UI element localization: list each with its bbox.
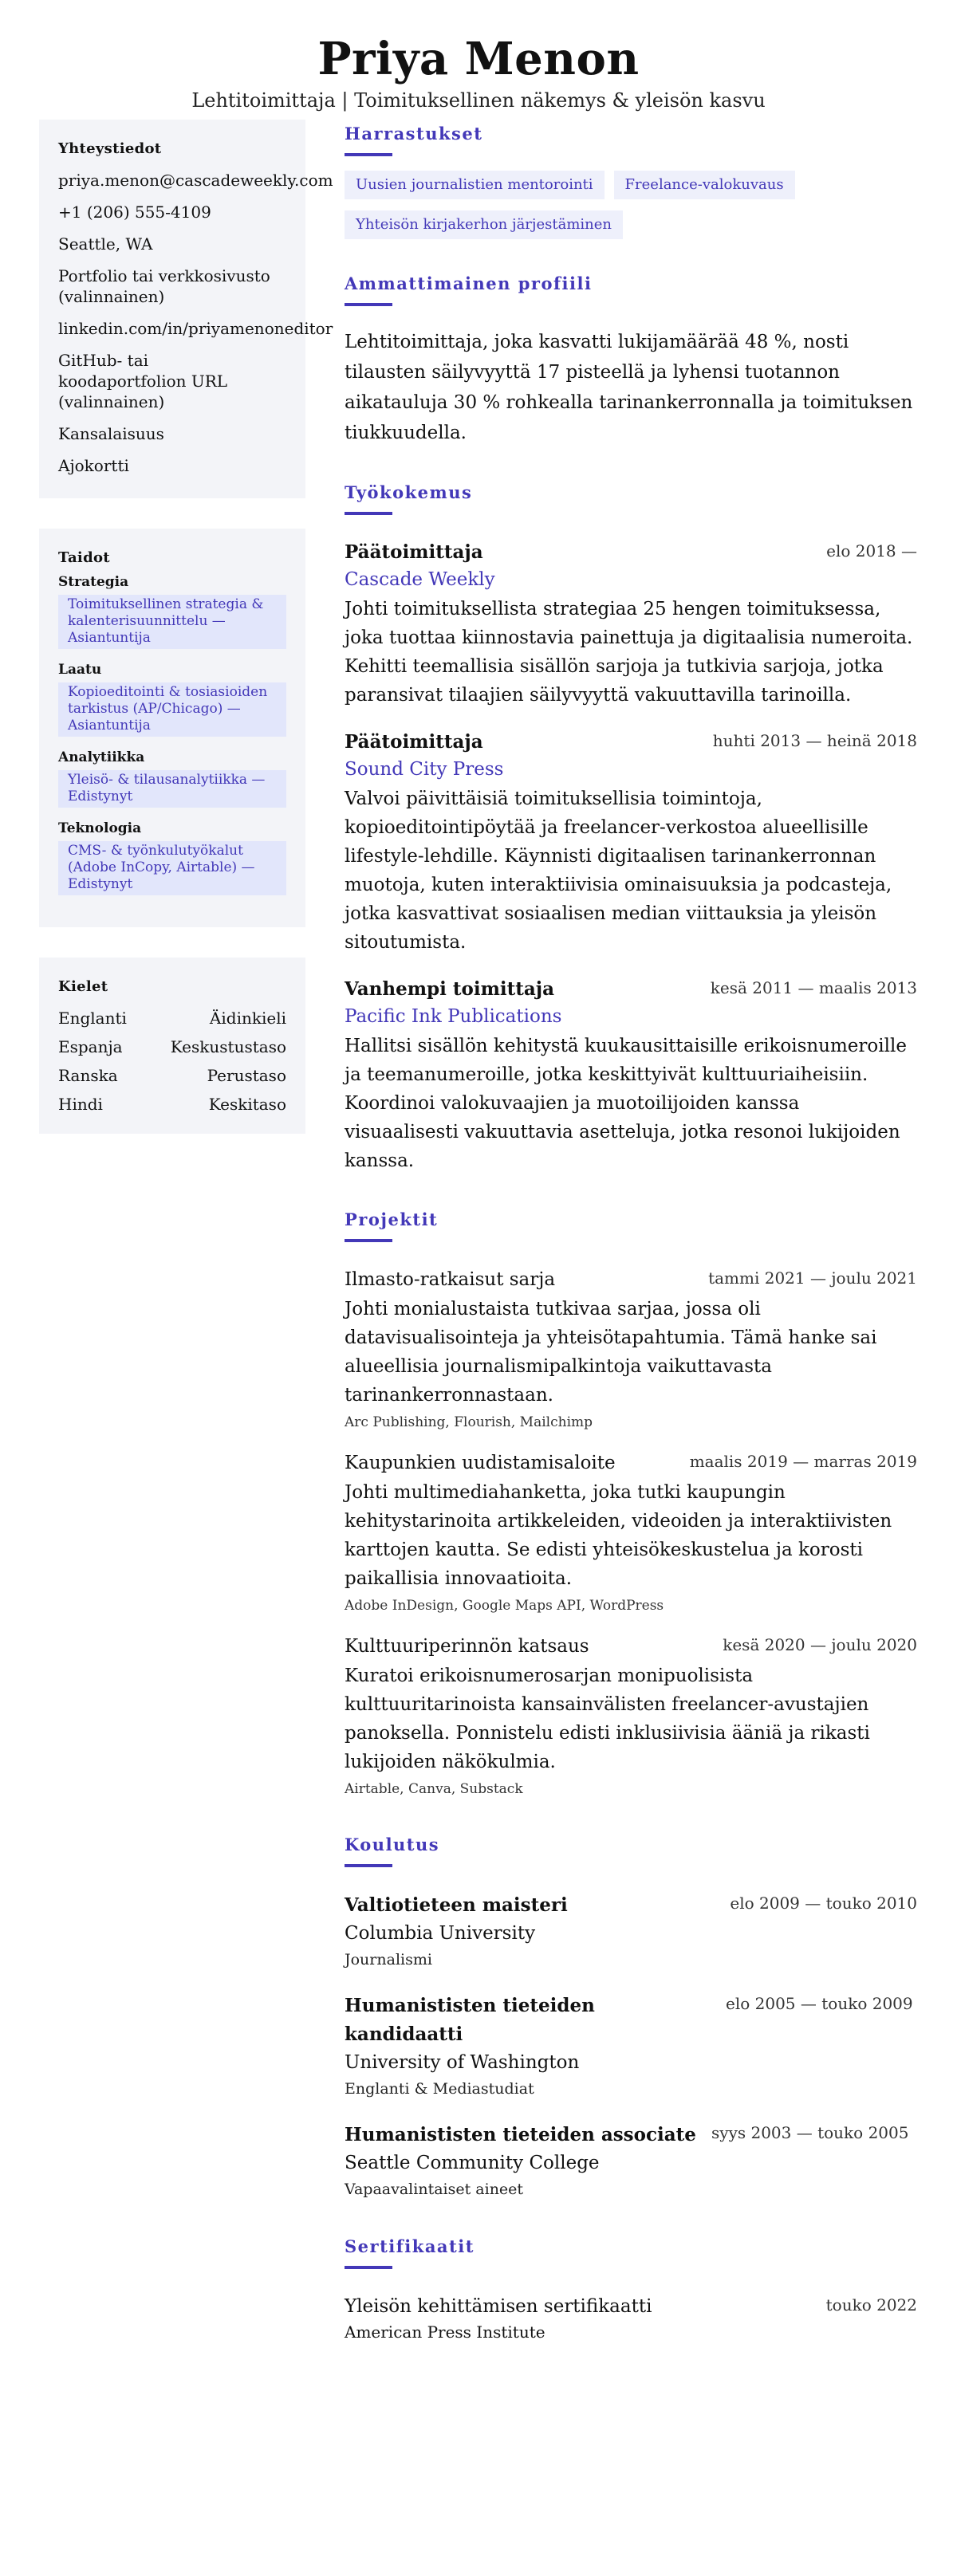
education-field: Englanti & Mediastudiat xyxy=(345,2080,534,2098)
certification-issuer: American Press Institute xyxy=(345,2322,545,2342)
skill-chip: Yleisö- & tilausanalytiikka — Edistynyt xyxy=(58,770,286,808)
hobby-chip: Freelance-valokuvaus xyxy=(614,171,795,199)
education-dates: syys 2003 — touko 2005 xyxy=(711,2123,909,2142)
job-dates: huhti 2013 — heinä 2018 xyxy=(712,731,917,750)
candidate-tagline: Lehtitoimittaja | Toimituksellinen näkemys & yleisön kasvu xyxy=(191,89,766,112)
project-entry xyxy=(345,1633,917,1800)
education-title: Koulutus xyxy=(345,1835,440,1854)
contact-location: Seattle, WA xyxy=(58,234,153,254)
profile-title: Ammattimainen profiili xyxy=(345,273,593,293)
job-company: Pacific Ink Publications xyxy=(345,1006,562,1027)
experience-title: Työkokemus xyxy=(345,482,473,502)
project-description: Johti multimediahanketta, joka tutki kaupungin kehitystarinoita artikkeleiden, videoiden ja interaktiivisten karttojen kautta. Se edisti yhteisökeskustelua ja korosti paikallisia innovaatioita. xyxy=(345,1482,892,1589)
project-entry xyxy=(345,1266,917,1434)
certifications-title: Sertifikaatit xyxy=(345,2236,475,2256)
hobbies-section xyxy=(345,120,917,239)
job-title: Vanhempi toimittaja xyxy=(345,978,555,1000)
education-school: Columbia University xyxy=(345,1923,536,1944)
job-entry xyxy=(345,976,917,1175)
skill-chip: Toimituksellinen strategia & kalenterisuunnittelu — Asiantuntija xyxy=(58,595,286,649)
job-title: Päätoimittaja xyxy=(345,541,483,563)
project-entry xyxy=(345,1449,917,1617)
section-divider xyxy=(345,1864,392,1867)
project-description: Kuratoi erikoisnumerosarjan monipuolisista kulttuuritarinoista kansainvälisten freelancer-avustajien panoksella. Ponnistelu edisti inklusiivisia ääniä ja rikasti lukijoiden näkökulmia. xyxy=(345,1666,870,1772)
education-degree: Humanististen tieteiden kandidaatti xyxy=(345,1995,595,2045)
education-school: University of Washington xyxy=(345,2052,580,2073)
language-name: Espanja xyxy=(58,1037,123,1056)
languages-title: Kielet xyxy=(58,978,108,995)
projects-title: Projektit xyxy=(345,1209,439,1229)
project-dates: maalis 2019 — marras 2019 xyxy=(689,1452,917,1471)
certification-entry xyxy=(345,2293,917,2344)
education-field: Journalismi xyxy=(345,1951,432,1968)
project-tech: Arc Publishing, Flourish, Mailchimp xyxy=(345,1414,593,1430)
skill-group-analytics: Analytiikka xyxy=(58,749,145,765)
contact-linkedin[interactable]: linkedin.com/in/priyamenoneditor xyxy=(58,319,333,338)
resume-body xyxy=(0,120,957,2374)
project-tech: Adobe InDesign, Google Maps API, WordPress xyxy=(345,1598,664,1614)
education-entry xyxy=(345,1992,917,2102)
certification-date: touko 2022 xyxy=(825,2295,917,2314)
experience-section xyxy=(345,478,917,1175)
education-entry xyxy=(345,2121,917,2202)
education-school: Seattle Community College xyxy=(345,2153,600,2173)
job-entry xyxy=(345,729,917,957)
language-row xyxy=(58,1036,286,1057)
contact-citizenship: Kansalaisuus xyxy=(58,424,164,443)
project-title: Kaupunkien uudistamisaloite xyxy=(345,1453,616,1473)
contact-driving-license: Ajokortti xyxy=(58,456,129,475)
section-divider xyxy=(345,1239,392,1242)
language-level: Äidinkieli xyxy=(209,1009,286,1028)
education-degree: Valtiotieteen maisteri xyxy=(345,1894,568,1916)
job-description: Hallitsi sisällön kehitystä kuukausittaisille erikoisnumeroille ja teemanumeroille, jotka keskittyivät kulttuuriaiheisiin. Koordinoi valokuvaajien ja muotoilijoiden kanssa visuaalisesti vakuuttavia asetteluja, jotka resonoi lukijoiden kanssa. xyxy=(345,1036,907,1171)
hobby-chip: Yhteisön kirjakerhon järjestäminen xyxy=(345,210,623,239)
education-dates: elo 2009 — touko 2010 xyxy=(730,1894,917,1913)
certifications-section xyxy=(345,2232,917,2344)
contact-github[interactable]: GitHub- tai koodaportfolion URL (valinnainen) xyxy=(58,351,228,411)
language-row xyxy=(58,1008,286,1028)
job-dates: kesä 2011 — maalis 2013 xyxy=(710,978,917,997)
education-degree: Humanististen tieteiden associate xyxy=(345,2124,696,2145)
language-level: Keskustustaso xyxy=(170,1037,286,1056)
contact-card xyxy=(39,120,333,498)
main-content xyxy=(345,120,917,2374)
language-name: Englanti xyxy=(58,1009,127,1028)
job-description: Valvoi päivittäisiä toimituksellisia toimintoja, kopioeditointipöytää ja freelancer-verkostoa alueellisille lifestyle-lehdille. Käynnisti digitaalisen tarinankerronnan muotoja, kuten interaktiivisia ominaisuuksia ja podcasteja, jotka kasvattivat sosiaalisen median viittauksia ja yleisön sitoutumista. xyxy=(345,789,892,953)
language-row xyxy=(58,1094,286,1115)
language-level: Perustaso xyxy=(207,1066,286,1085)
section-divider xyxy=(345,2266,392,2269)
hobby-chip: Uusien journalistien mentorointi xyxy=(345,171,605,199)
languages-card xyxy=(39,958,305,1134)
contact-phone[interactable]: +1 (206) 555-4109 xyxy=(58,203,211,222)
education-dates: elo 2005 — touko 2009 xyxy=(726,1994,913,2013)
skills-card xyxy=(39,529,305,927)
contact-title: Yhteystiedot xyxy=(58,140,162,157)
skills-title: Taidot xyxy=(58,549,110,566)
language-name: Hindi xyxy=(58,1095,103,1114)
job-title: Päätoimittaja xyxy=(345,731,483,753)
projects-section xyxy=(345,1205,917,1800)
resume-header xyxy=(0,0,957,120)
skill-group-quality: Laatu xyxy=(58,662,102,678)
section-divider xyxy=(345,512,392,515)
skill-chip: Kopioeditointi & tosiasioiden tarkistus (AP/Chicago) — Asiantuntija xyxy=(58,682,286,737)
job-entry xyxy=(345,539,917,710)
sidebar xyxy=(39,120,333,1164)
profile-summary: Lehtitoimittaja, joka kasvatti lukijamäärää 48 %, nosti tilausten säilyvyyttä 17 pisteellä ja lyhensi tuotannon aikatauluja 30 % rohkealla tarinankerronnalla ja toimituksen tiukkuudella. xyxy=(345,332,913,443)
project-title: Ilmasto-ratkaisut sarja xyxy=(345,1269,556,1290)
job-description: Johti toimituksellista strategiaa 25 hengen toimituksessa, joka tuottaa kiinnostavia painettuja ja digitaalisia numeroita. Kehitti teemallisia sisällön sarjoja ja tutkivia sarjoja, jotka paransivat tilaajien säilyvyyttä vakuuttavilla tarinoilla. xyxy=(345,599,913,706)
language-level: Keskitaso xyxy=(208,1095,286,1114)
section-divider xyxy=(345,303,392,306)
language-name: Ranska xyxy=(58,1066,118,1085)
project-dates: kesä 2020 — joulu 2020 xyxy=(723,1635,917,1654)
certification-title: Yleisön kehittämisen sertifikaatti xyxy=(345,2296,652,2317)
education-entry xyxy=(345,1891,917,1972)
profile-section xyxy=(345,269,917,448)
job-dates: elo 2018 — xyxy=(826,541,917,560)
skill-group-strategy: Strategia xyxy=(58,574,129,590)
hobby-chips xyxy=(345,171,917,239)
contact-email[interactable]: priya.menon@cascadeweekly.com xyxy=(58,171,333,190)
contact-portfolio[interactable]: Portfolio tai verkkosivusto (valinnainen) xyxy=(58,266,270,306)
project-title: Kulttuuriperinnön katsaus xyxy=(345,1636,589,1657)
job-company: Sound City Press xyxy=(345,759,504,780)
skill-chip: CMS- & työnkulutyökalut (Adobe InCopy, Airtable) — Edistynyt xyxy=(58,841,286,895)
section-divider xyxy=(345,153,392,156)
education-section xyxy=(345,1831,917,2202)
project-description: Johti monialustaista tutkivaa sarjaa, jossa oli datavisualisointeja ja yhteisötapahtumia. Tämä hanke sai alueellisia journalismipalkintoja vaikuttavasta tarinankerronnastaan. xyxy=(345,1299,877,1406)
hobbies-title: Harrastukset xyxy=(345,124,483,144)
skill-group-technology: Teknologia xyxy=(58,820,142,836)
language-row xyxy=(58,1065,286,1086)
project-tech: Airtable, Canva, Substack xyxy=(345,1781,523,1797)
candidate-name: Priya Menon xyxy=(317,33,640,85)
project-dates: tammi 2021 — joulu 2021 xyxy=(708,1268,917,1288)
job-company: Cascade Weekly xyxy=(345,569,495,590)
education-field: Vapaavalintaiset aineet xyxy=(345,2181,524,2198)
